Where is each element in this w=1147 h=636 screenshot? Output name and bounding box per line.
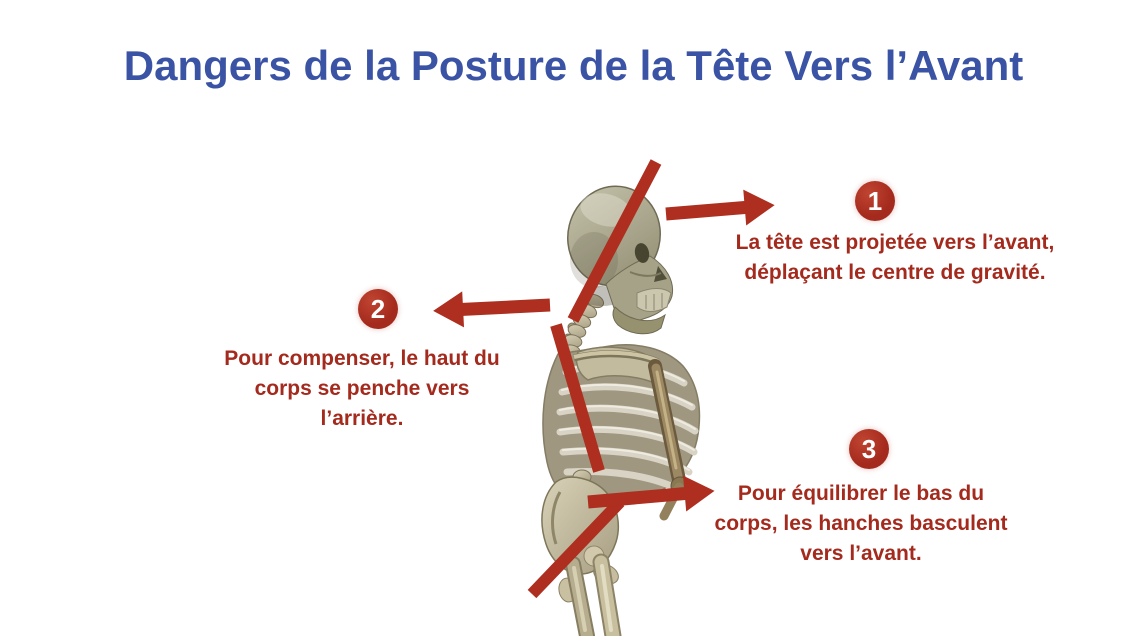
annotation-line: Pour équilibrer le bas du <box>737 482 985 505</box>
annotation-1-text <box>736 228 1055 288</box>
annotation-line: corps, les hanches basculent <box>714 512 1008 535</box>
annotation-line: La tête est projetée vers l’avant, <box>735 231 1055 254</box>
page-title: Dangers de la Posture de la Tête Vers l’Avant <box>123 42 1024 89</box>
annotation-line: vers l’avant. <box>800 542 922 565</box>
step-3-badge: 3 <box>849 429 889 469</box>
femurs <box>573 562 617 636</box>
annotation-line: déplaçant le centre de gravité. <box>744 261 1046 284</box>
step-2-badge: 2 <box>358 289 398 329</box>
step-1-badge: 1 <box>855 181 895 221</box>
annotation-3 <box>681 429 1041 569</box>
annotation-2-text <box>224 344 499 434</box>
annotation-3-text <box>715 479 1008 569</box>
annotation-line: corps se penche vers <box>254 377 470 400</box>
annotation-1 <box>699 181 1091 288</box>
annotation-2 <box>195 289 529 434</box>
annotation-line: l’arrière. <box>320 407 404 430</box>
annotation-line: Pour compenser, le haut du <box>224 347 500 370</box>
